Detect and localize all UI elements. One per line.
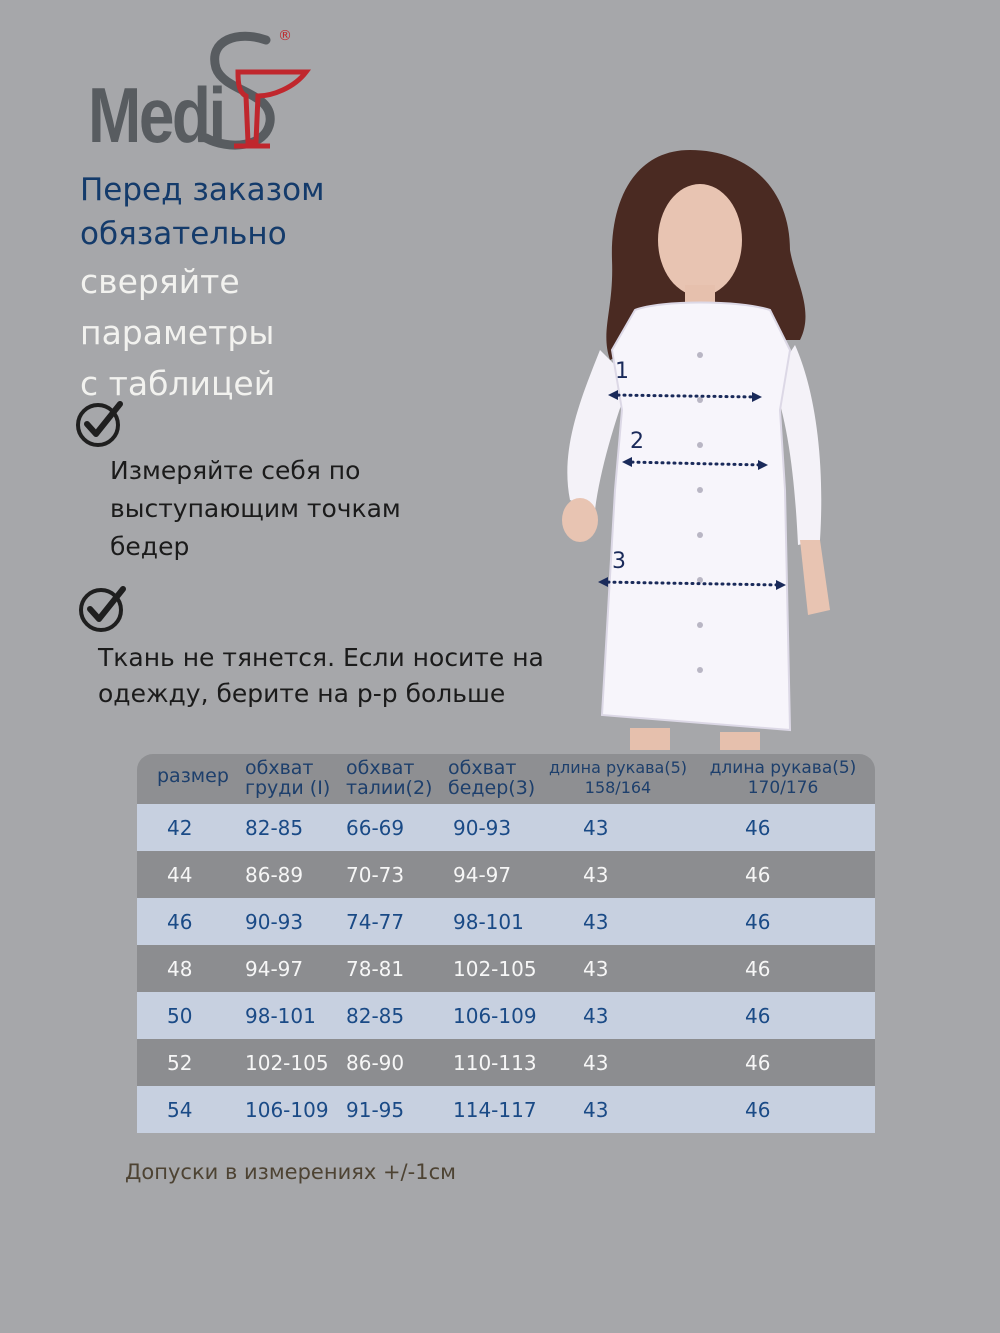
table-cell: 86-90 [346, 1051, 405, 1075]
table-cell: 43 [583, 1098, 609, 1122]
table-cell: 82-85 [346, 1004, 405, 1028]
table-cell: 102-105 [245, 1051, 329, 1075]
table-cell: 43 [583, 1051, 609, 1075]
table-cell: 52 [167, 1051, 193, 1075]
table-cell: 42 [167, 816, 193, 840]
table-cell: 46 [745, 1098, 771, 1122]
table-row [137, 945, 875, 992]
table-cell: 70-73 [346, 863, 405, 887]
table-cell: 43 [583, 1004, 609, 1028]
table-cell: 48 [167, 957, 193, 981]
table-cell: 46 [745, 816, 771, 840]
headline-line-4: параметры [80, 313, 275, 352]
table-cell: 90-93 [245, 910, 304, 934]
table-cell: 86-89 [245, 863, 304, 887]
model-photo [540, 140, 860, 750]
note-measure-line-3: бедер [110, 532, 190, 561]
note-measure [110, 452, 401, 566]
table-cell: 43 [583, 816, 609, 840]
marker-1: 1 [615, 359, 629, 384]
note-fabric-line-1: Ткань не тянется. Если носите на [98, 643, 544, 672]
table-cell: 50 [167, 1004, 193, 1028]
table-row [137, 1086, 875, 1133]
table-cell: 46 [745, 957, 771, 981]
table-cell: 94-97 [245, 957, 304, 981]
table-cell: 74-77 [346, 910, 405, 934]
tolerance-note: Допуски в измерениях +/-1см [125, 1160, 456, 1184]
table-cell: 98-101 [245, 1004, 316, 1028]
table-cell: 46 [167, 910, 193, 934]
table-cell: 43 [583, 910, 609, 934]
brand-name: Medi [88, 71, 224, 159]
table-cell: 106-109 [245, 1098, 329, 1122]
table-cell: 66-69 [346, 816, 405, 840]
table-cell: 110-113 [453, 1051, 537, 1075]
table-cell: 82-85 [245, 816, 304, 840]
size-table [137, 754, 875, 1139]
check-circle-icon [77, 583, 127, 633]
table-cell: 46 [745, 910, 771, 934]
header-sleeve-158: длина рукава(5) 158/164 [548, 758, 688, 797]
table-row [137, 992, 875, 1039]
table-header [137, 754, 875, 804]
registered-mark: ® [278, 28, 292, 44]
note-measure-line-2: выступающим точкам [110, 494, 401, 523]
table-cell: 43 [583, 863, 609, 887]
headline-line-1: Перед заказом [80, 172, 325, 208]
table-cell: 54 [167, 1098, 193, 1122]
marker-3: 3 [612, 549, 626, 574]
table-cell: 46 [745, 1004, 771, 1028]
table-cell: 46 [745, 863, 771, 887]
marker-2: 2 [630, 429, 644, 454]
table-row [137, 1039, 875, 1086]
header-chest: обхват груди (I) [245, 757, 331, 799]
header-hips: обхват бедер(3) [448, 757, 536, 799]
table-row [137, 804, 875, 851]
note-fabric-line-2: одежду, берите на р-р больше [98, 679, 506, 708]
headline-line-5: с таблицей [80, 364, 276, 403]
table-cell: 102-105 [453, 957, 537, 981]
table-cell: 91-95 [346, 1098, 405, 1122]
table-body [137, 804, 875, 1133]
headline [80, 168, 324, 409]
table-cell: 46 [745, 1051, 771, 1075]
table-cell: 94-97 [453, 863, 512, 887]
table-cell: 43 [583, 957, 609, 981]
table-row [137, 898, 875, 945]
headline-line-2: обязательно [80, 216, 287, 252]
table-cell: 114-117 [453, 1098, 537, 1122]
caduceus-cup-icon [88, 30, 318, 155]
table-cell: 44 [167, 863, 193, 887]
table-cell: 98-101 [453, 910, 524, 934]
table-cell: 106-109 [453, 1004, 537, 1028]
table-cell: 90-93 [453, 816, 512, 840]
brand-logo [88, 28, 318, 159]
header-sleeve-170: длина рукава(5) 170/176 [709, 758, 857, 798]
table-cell: 78-81 [346, 957, 405, 981]
header-waist: обхват талии(2) [346, 757, 433, 799]
header-size: размер [157, 765, 229, 787]
table-row [137, 851, 875, 898]
headline-line-3: сверяйте [80, 262, 240, 301]
note-fabric [98, 640, 544, 712]
note-measure-line-1: Измеряйте себя по [110, 456, 361, 485]
check-circle-icon [74, 398, 124, 448]
